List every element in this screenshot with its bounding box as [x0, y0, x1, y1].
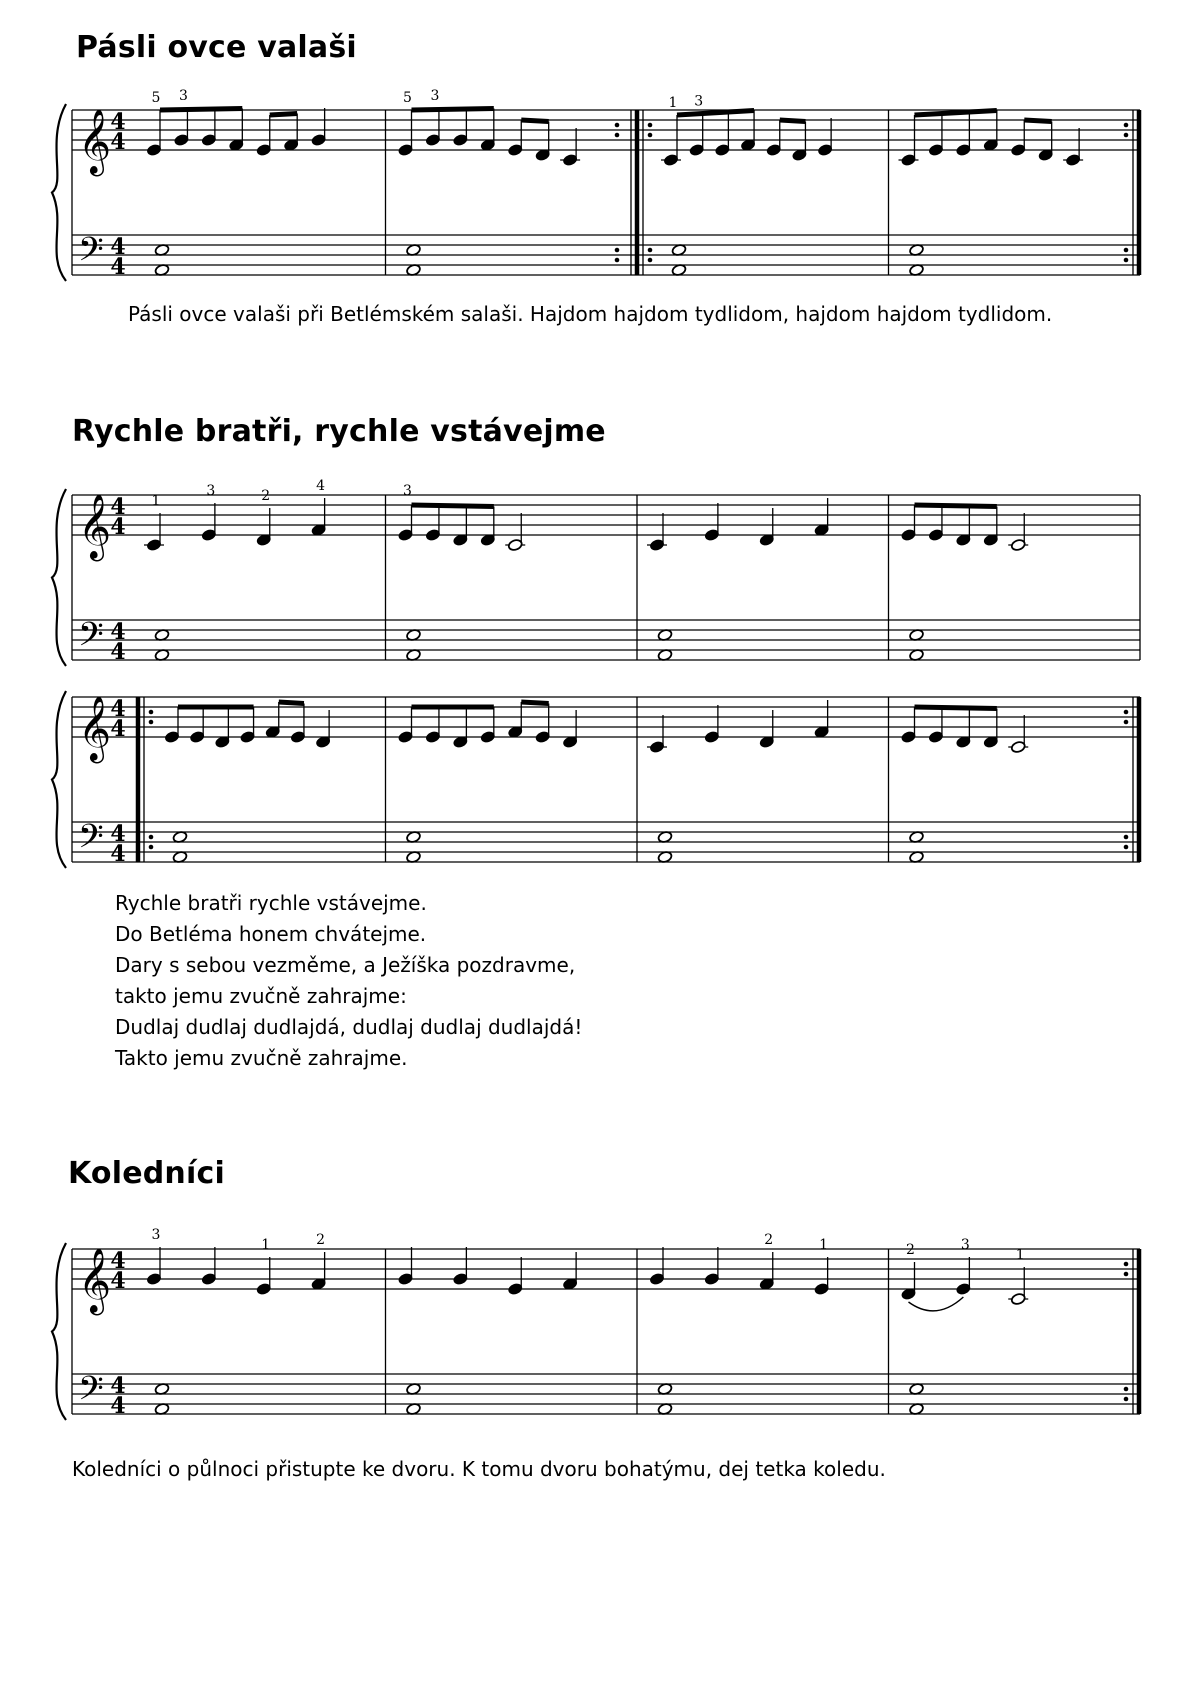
repeat-dot	[1124, 258, 1129, 263]
fingering-number: 2	[764, 1232, 774, 1248]
note-beam	[160, 109, 242, 111]
song-title: Koledníci	[68, 1156, 225, 1191]
lyric-line: Takto jemu zvučně zahrajme.	[115, 1046, 408, 1070]
song-title: Rychle bratři, rychle vstávejme	[72, 414, 606, 449]
note-beam	[677, 111, 754, 116]
song-lyrics: Pásli ovce valaši při Betlémském salaši. Hajdom hajdom tydlidom, hajdom hajdom tydlidom.	[128, 302, 1053, 326]
repeat-dot	[1124, 1272, 1129, 1277]
fingering-number: 4	[316, 478, 326, 494]
repeat-dot	[615, 133, 620, 138]
notehead	[1010, 740, 1026, 753]
time-signature-top: 4	[110, 619, 126, 645]
time-signature-bottom: 4	[110, 254, 126, 280]
brace	[52, 104, 66, 281]
fingering-number: 3	[151, 1227, 161, 1243]
note-beam	[412, 109, 494, 111]
notehead	[1010, 1292, 1026, 1305]
time-signature-top: 4	[110, 696, 126, 722]
time-signature-bottom: 4	[110, 841, 126, 867]
time-signature-bottom: 4	[110, 639, 126, 665]
time-signature-bottom: 4	[110, 1393, 126, 1419]
fingering-number: 3	[178, 88, 188, 104]
treble-clef-icon: 𝄞	[78, 1248, 112, 1313]
song-lyrics: Koledníci o půlnoci přistupte ke dvoru. K tomu dvoru bohatýmu, dej tetka koledu.	[72, 1457, 886, 1481]
repeat-dot	[648, 258, 653, 263]
time-signature-top: 4	[110, 494, 126, 520]
fingering-number: 3	[430, 88, 440, 104]
note-beam	[1024, 120, 1051, 122]
time-signature-top: 4	[110, 1373, 126, 1399]
note-beam	[412, 505, 494, 507]
music-system	[0, 1224, 1200, 1424]
note-beam	[915, 111, 997, 116]
repeat-dot	[149, 835, 154, 840]
treble-clef-icon: 𝄞	[78, 109, 112, 174]
time-signature-bottom: 4	[110, 1268, 126, 1294]
fingering-number: 2	[906, 1242, 915, 1258]
note-beam	[270, 114, 297, 116]
lyric-line: Dudlaj dudlaj dudlajdá, dudlaj dudlaj dudlajdá!	[115, 1015, 583, 1039]
repeat-dot	[1124, 133, 1129, 138]
note-beam	[521, 120, 548, 122]
repeat-dot	[615, 258, 620, 263]
repeat-dot	[615, 123, 620, 128]
fingering-number: 2	[261, 488, 271, 504]
slur	[909, 1297, 964, 1311]
song-title: Pásli ovce valaši	[76, 30, 357, 65]
fingering-number: 1	[151, 493, 161, 509]
fingering-number: 2	[316, 1232, 326, 1248]
repeat-dot	[648, 133, 653, 138]
music-system	[0, 470, 1200, 670]
note-beam	[780, 120, 806, 122]
music-system	[0, 85, 1200, 285]
note-beam	[279, 702, 304, 704]
repeat-dot	[1124, 1262, 1129, 1267]
repeat-dot	[1124, 710, 1129, 715]
bass-clef-icon: 𝄢	[78, 1370, 104, 1416]
lyric-line: Do Betléma honem chvátejme.	[115, 922, 427, 946]
time-signature-top: 4	[110, 1248, 126, 1274]
fingering-number: 3	[960, 1237, 970, 1253]
fingering-number: 1	[261, 1237, 271, 1253]
time-signature-bottom: 4	[110, 129, 126, 155]
time-signature-top: 4	[110, 234, 126, 260]
repeat-dot	[1124, 845, 1129, 850]
bass-clef-icon: 𝄢	[78, 818, 104, 864]
time-signature-top: 4	[110, 109, 126, 135]
lyric-line: takto jemu zvučně zahrajme:	[115, 984, 407, 1008]
repeat-dot	[615, 248, 620, 253]
fingering-number: 1	[668, 95, 678, 111]
bass-clef-icon: 𝄢	[78, 231, 104, 277]
repeat-dot	[149, 710, 154, 715]
time-signature-bottom: 4	[110, 514, 126, 540]
fingering-number: 3	[403, 483, 412, 499]
notehead	[1010, 538, 1026, 551]
lyric-line: Dary s sebou vezměme, a Ježíška pozdravme,	[115, 953, 576, 977]
note-beam	[915, 707, 997, 709]
time-signature-top: 4	[110, 821, 126, 847]
repeat-dot	[1124, 248, 1129, 253]
treble-clef-icon: 𝄞	[78, 696, 112, 761]
fingering-number: 3	[694, 93, 704, 110]
brace	[52, 1243, 66, 1420]
fingering-number: 5	[403, 90, 412, 106]
lyric-line: Rychle bratři rychle vstávejme.	[115, 891, 427, 915]
song-lyrics	[115, 888, 582, 1074]
time-signature-bottom: 4	[110, 716, 126, 742]
repeat-dot	[648, 123, 653, 128]
note-beam	[915, 505, 997, 507]
repeat-dot	[1124, 720, 1129, 725]
repeat-dot	[1124, 1387, 1129, 1392]
fingering-number: 1	[1015, 1247, 1025, 1263]
repeat-dot	[1124, 123, 1129, 128]
fingering-number: 5	[151, 90, 161, 106]
repeat-dot	[648, 248, 653, 253]
note-beam	[521, 702, 548, 704]
music-system	[0, 672, 1200, 872]
fingering-number: 3	[206, 483, 216, 499]
bass-clef-icon: 𝄢	[78, 616, 104, 662]
repeat-dot	[1124, 835, 1129, 840]
brace	[52, 489, 66, 666]
repeat-dot	[149, 720, 154, 725]
repeat-dot	[1124, 1397, 1129, 1402]
fingering-number: 1	[819, 1237, 829, 1253]
brace	[52, 691, 66, 868]
notehead	[507, 538, 523, 551]
repeat-dot	[149, 845, 154, 850]
treble-clef-icon: 𝄞	[78, 494, 112, 559]
